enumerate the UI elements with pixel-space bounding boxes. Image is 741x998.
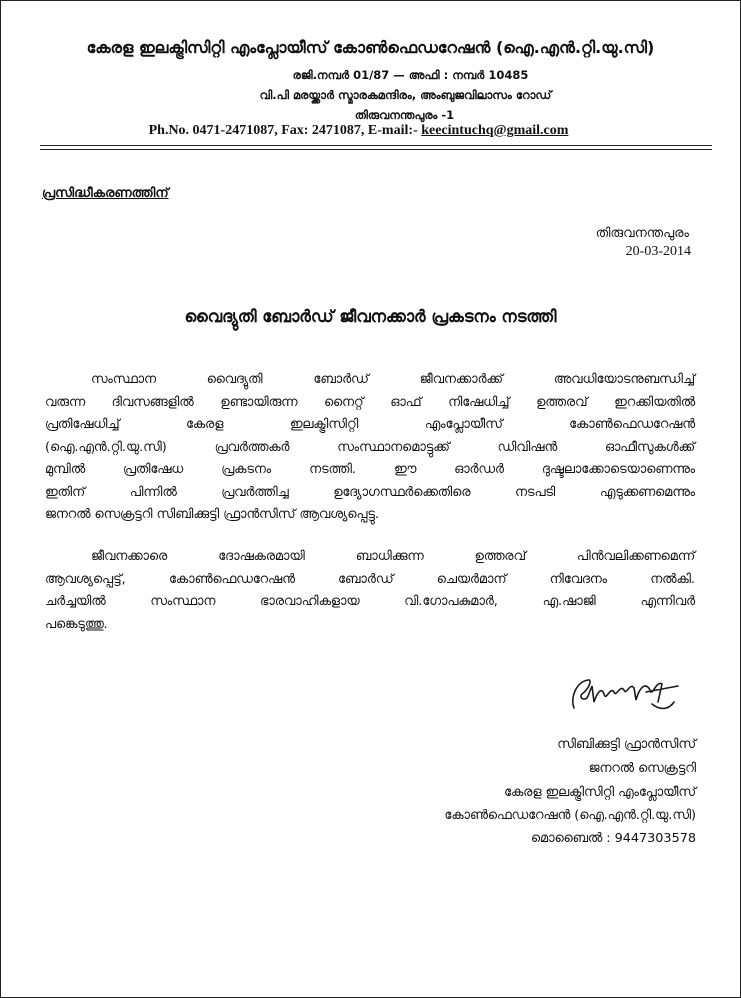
body-line: സംസ്ഥാന വൈദ്യുതി ബോർഡ് ജീവനക്കാർക്ക് അവധിയോടനുബന്ധിച്ച് (91, 372, 695, 387)
contact-details: Ph.No. 0471-2471087, Fax: 2471087, E-mail:- (148, 123, 422, 138)
body-line: ജനറൽ സെക്രട്ടറി സിബിക്കുട്ടി ഫ്രാൻസിസ് ആവശ്യപ്പെട്ടു. (45, 507, 379, 522)
header-rule-top (40, 145, 712, 146)
body-line: പങ്കെടുത്തു. (45, 616, 108, 632)
date: 20-03-2014 (625, 244, 691, 259)
body-line: വരുന്ന ദിവസങ്ങളിൽ ഉണ്ടായിരുന്ന നൈറ്റ് ഓഫ് നിഷേധിച്ച് ഉത്തരവ് ഇറക്കിയതിൽ (45, 394, 695, 410)
paragraph-2 (45, 546, 695, 636)
press-release-label: പ്രസിദ്ധീകരണത്തിന് (42, 186, 169, 201)
body-line: ആവശ്യപ്പെട്ട്, കോൺഫെഡറേഷൻ ബോർഡ് ചെയർമാന് നിവേദനം നൽകി. (45, 571, 695, 587)
place: തിരുവനന്തപുരം (595, 226, 689, 241)
body-line: ഇതിന് പിന്നിൽ പ്രവർത്തിച്ച ഉദ്യോഗസ്ഥർക്കെതിരെ നടപടി എടുക്കണമെന്നും (45, 484, 695, 500)
signature (566, 672, 684, 718)
body-line: ചർച്ചയിൽ സംസ്ഥാന ഭാരവാഹികളായ വി.ഗോപകുമാർ, എ.ഷാജി എന്നിവർ (45, 594, 695, 609)
header-rule-bottom (40, 149, 712, 150)
signatory-mobile: മൊബൈൽ : 9447303578 (530, 831, 696, 846)
headline: വൈദ്യുതി ബോർഡ് ജീവനക്കാർ പ്രകടനം നടത്തി (184, 307, 557, 326)
email-link[interactable]: keecintuchq@gmail.com (421, 123, 569, 138)
signatory-title: ജനറൽ സെക്രട്ടറി (588, 761, 696, 776)
signatory-org-line-1: കേരള ഇലക്ട്രിസിറ്റി എംപ്ലോയീസ് (504, 785, 696, 800)
address-line-2: തിരുവനന്തപുരം -1 (354, 108, 455, 122)
body-line: (ഐ.എൻ.റ്റി.യു.സി) പ്രവർത്തകർ സംസ്ഥാനമൊട്ടുക്ക് ഡിവിഷൻ ഓഫീസുകൾക്ക് (45, 439, 695, 455)
body-line: മുമ്പിൽ പ്രതിഷേധ പ്രകടനം നടത്തി. ഈ ഓർഡർ ദുഷ്ടലാക്കോടെയാണെന്നും (45, 462, 695, 477)
signatory-name: സിബിക്കുട്ടി ഫ്രാൻസിസ് (557, 737, 696, 752)
contact-line (0, 123, 729, 139)
body-line: ജീവനക്കാരെ ദോഷകരമായി ബാധിക്കുന്ന ഉത്തരവ് പിൻവലിക്കണമെന്ന് (91, 549, 695, 564)
body-line: പ്രതിഷേധിച്ച് കേരള ഇലക്ട്രിസിറ്റി എംപ്ലോയീസ് കോൺഫെഡറേഷൻ (45, 417, 695, 432)
address-line-1: വി.പി മരയ്ക്കാർ സ്മാരകമന്ദിരം, അംബുജവിലാസം റോഡ് (259, 88, 552, 102)
registration-number: രജി.നമ്പർ 01/87 — അഫി : നമ്പർ 10485 (292, 68, 529, 82)
signatory-org-line-2: കോൺഫെഡറേഷൻ (ഐ.എൻ.റ്റി.യു.സി) (444, 808, 696, 823)
organization-name: കേരള ഇലക്ട്രിസിറ്റി എംപ്ലോയീസ് കോൺഫെഡറേഷൻ (ഐ.എൻ.റ്റി.യു.സി) (86, 38, 655, 57)
paragraph-1 (45, 369, 695, 527)
